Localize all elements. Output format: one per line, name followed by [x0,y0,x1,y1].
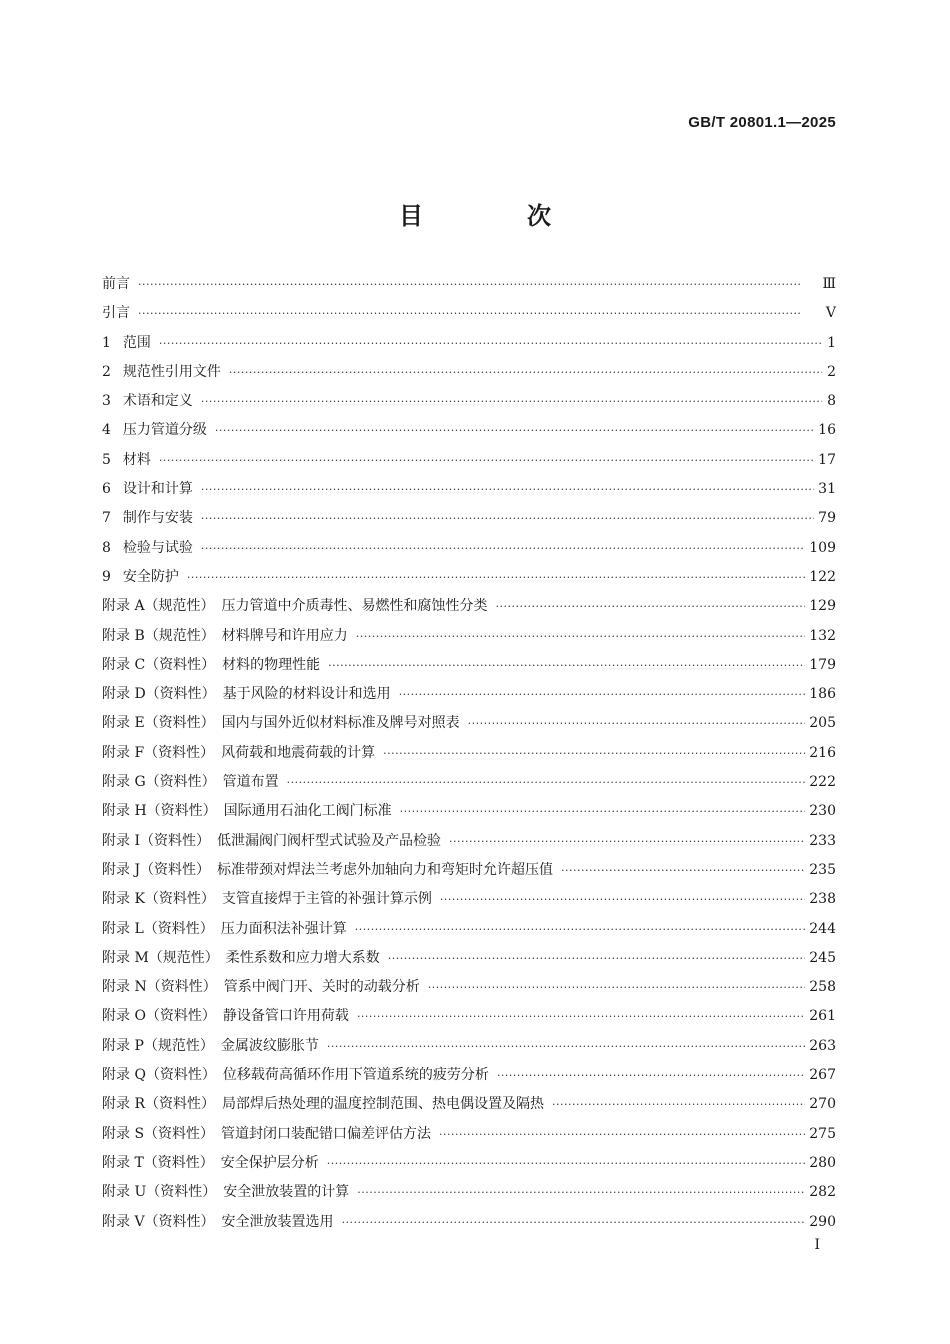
toc-entry[interactable] [102,1149,836,1178]
toc-entry[interactable] [102,944,836,973]
toc-entry-page: 230 [809,803,836,820]
toc-entry[interactable] [102,534,836,563]
toc-entry-number: 6 [102,481,111,498]
table-of-contents [102,270,836,1237]
toc-entry-label: 附录 L（资料性） 压力面积法补强计算 [102,920,347,937]
toc-entry[interactable] [102,563,836,592]
toc-entry-label: 规范性引用文件 [122,363,221,380]
toc-entry[interactable] [102,446,836,475]
toc-entry[interactable] [102,915,836,944]
toc-leader-dots [439,1120,805,1149]
toc-entry-page: 129 [809,598,836,615]
toc-entry-label: 附录 D（资料性） 基于风险的材料设计和选用 [102,686,391,703]
toc-entry-label: 附录 E（资料性） 国内与国外近似材料标准及牌号对照表 [102,715,460,732]
toc-entry-label: 术语和定义 [122,393,193,410]
toc-entry-label: 附录 S（资料性） 管道封闭口装配错口偏差评估方法 [102,1125,432,1142]
toc-entry-page: Ⅲ [822,276,836,292]
toc-entry-label: 附录 Q（资料性） 位移载荷高循环作用下管道系统的疲劳分析 [102,1067,489,1084]
toc-entry-label: 材料 [122,451,151,468]
toc-entry-page: 8 [827,393,836,410]
toc-entry-label: 附录 T（资料性） 安全保护层分析 [102,1154,319,1171]
toc-entry[interactable] [102,358,836,387]
toc-leader-dots [328,651,805,680]
toc-entry-page: 205 [809,715,836,732]
toc-entry[interactable] [102,1120,836,1149]
toc-entry-page: Ⅴ [825,305,836,322]
toc-entry-label: 附录 J（资料性） 标准带颈对焊法兰考虑外加轴向力和弯矩时允许超压值 [102,861,554,878]
toc-leader-dots [287,768,806,797]
toc-leader-dots [201,504,814,533]
toc-entry-page: 270 [809,1096,836,1113]
toc-entry-label: 安全防护 [122,568,179,585]
toc-entry-label: 附录 K（资料性） 支管直接焊于主管的补强计算示例 [102,891,432,908]
toc-entry-number: 7 [102,510,111,527]
toc-entry-page: 245 [809,949,836,966]
toc-entry[interactable] [102,1061,836,1090]
toc-leader-dots [201,475,814,504]
standard-code: GB/T 20801.1—2025 [688,114,836,131]
toc-entry-page: 1 [827,334,836,351]
toc-leader-dots [357,1002,805,1031]
toc-leader-dots [201,534,805,563]
toc-leader-dots [468,709,806,738]
toc-leader-dots [229,358,822,387]
toc-entry-page: 132 [809,627,836,644]
toc-leader-dots [327,1149,805,1178]
toc-entry-page: 222 [809,774,836,791]
toc-entry-page: 275 [809,1125,836,1142]
toc-entry-page: 2 [827,363,836,380]
toc-entry[interactable] [102,885,836,914]
toc-entry[interactable] [102,299,836,328]
toc-entry-number: 3 [102,393,111,410]
toc-entry[interactable] [102,622,836,651]
toc-leader-dots [399,680,806,709]
toc-entry-label: 附录 C（资料性） 材料的物理性能 [102,656,321,673]
page-number: I [814,1237,820,1253]
toc-leader-dots [342,1208,806,1237]
toc-leader-dots [327,1032,805,1061]
toc-entry-page: 233 [809,832,836,849]
toc-entry-label: 附录 M（规范性） 柔性系数和应力增大系数 [102,949,380,966]
toc-entry-label: 附录 O（资料性） 静设备管口许用荷载 [102,1008,349,1025]
toc-entry-label: 附录 A（规范性） 压力管道中介质毒性、易燃性和腐蚀性分类 [102,598,488,615]
toc-entry-label: 附录 B（规范性） 材料牌号和许用应力 [102,627,348,644]
toc-entry[interactable] [102,651,836,680]
toc-entry-number: 2 [102,363,111,380]
toc-entry-page: 290 [809,1213,836,1230]
toc-leader-dots [201,387,822,416]
toc-entry-page: 282 [809,1184,836,1201]
toc-entry[interactable] [102,827,836,856]
toc-entry-page: 258 [809,979,836,996]
toc-title: 目 次 [399,201,591,230]
toc-leader-dots [449,827,805,856]
toc-entry-label: 附录 I（资料性） 低泄漏阀门阀杆型式试验及产品检验 [102,832,441,849]
toc-entry-label: 附录 P（规范性） 金属波纹膨胀节 [102,1037,319,1054]
toc-entry[interactable] [102,475,836,504]
toc-entry-label: 引言 [102,305,130,322]
toc-leader-dots [552,1090,805,1119]
toc-entry[interactable] [102,1002,836,1031]
toc-entry[interactable] [102,592,836,621]
toc-entry-page: 216 [809,744,836,761]
toc-entry-label: 附录 R（资料性） 局部焊后热处理的温度控制范围、热电偶设置及隔热 [102,1096,544,1113]
toc-leader-dots [496,592,806,621]
toc-entry-page: 31 [818,481,836,498]
toc-entry[interactable] [102,1208,836,1237]
toc-entry-number: 9 [102,568,111,585]
toc-entry[interactable] [102,680,836,709]
toc-entry-page: 186 [809,686,836,703]
toc-entry-label: 附录 G（资料性） 管道布置 [102,774,279,791]
toc-entry[interactable] [102,856,836,885]
toc-entry[interactable] [102,973,836,1002]
toc-entry-page: 179 [809,656,836,673]
toc-leader-dots [400,797,806,826]
toc-leader-dots [215,416,814,445]
toc-entry[interactable] [102,1032,836,1061]
toc-entry-number: 1 [102,334,111,351]
toc-entry-page: 238 [809,891,836,908]
toc-entry[interactable] [102,270,836,299]
toc-entry-page: 244 [809,920,836,937]
toc-entry-number: 5 [102,451,111,468]
toc-entry-label: 设计和计算 [122,481,193,498]
toc-entry[interactable] [102,1178,836,1207]
toc-leader-dots [561,856,805,885]
toc-entry[interactable] [102,1090,836,1119]
toc-entry-number: 4 [102,422,111,439]
toc-entry[interactable] [102,768,836,797]
toc-entry-page: 280 [809,1154,836,1171]
toc-leader-dots [497,1061,805,1090]
toc-leader-dots [388,944,805,973]
toc-leader-dots [138,299,822,328]
toc-entry-label: 前言 [102,276,130,292]
toc-leader-dots [159,446,814,475]
toc-entry-page: 261 [809,1008,836,1025]
toc-entry-label: 附录 N（资料性） 管系中阀门开、关时的动载分析 [102,979,420,996]
toc-entry[interactable] [102,504,836,533]
toc-leader-dots [428,973,806,1002]
toc-entry-page: 109 [809,539,836,556]
toc-entry-page: 122 [809,568,836,585]
toc-entry[interactable] [102,329,836,358]
toc-entry-label: 范围 [122,334,151,351]
toc-entry-label: 压力管道分级 [122,422,207,439]
toc-entry-label: 附录 H（资料性） 国际通用石油化工阀门标准 [102,803,392,820]
toc-leader-dots [357,1178,805,1207]
toc-entry[interactable] [102,709,836,738]
toc-entry[interactable] [102,416,836,445]
toc-leader-dots [355,915,806,944]
toc-entry-label: 附录 U（资料性） 安全泄放装置的计算 [102,1184,350,1201]
toc-entry-page: 17 [818,451,836,468]
toc-leader-dots [138,270,818,299]
toc-entry[interactable] [102,797,836,826]
toc-entry-number: 8 [102,539,111,556]
toc-entry[interactable] [102,739,836,768]
toc-entry-page: 267 [809,1067,836,1084]
toc-entry-label: 检验与试验 [122,539,193,556]
toc-entry-page: 16 [818,422,836,439]
toc-leader-dots [187,563,805,592]
toc-leader-dots [440,885,805,914]
toc-entry-label: 附录 F（资料性） 风荷载和地震荷载的计算 [102,744,376,761]
toc-entry-page: 235 [809,861,836,878]
toc-entry[interactable] [102,387,836,416]
toc-leader-dots [356,622,806,651]
toc-leader-dots [383,739,805,768]
toc-entry-page: 263 [809,1037,836,1054]
toc-entry-label: 制作与安装 [122,510,193,527]
toc-leader-dots [159,329,822,358]
toc-entry-label: 附录 V（资料性） 安全泄放装置选用 [102,1213,334,1230]
toc-entry-page: 79 [818,510,836,527]
